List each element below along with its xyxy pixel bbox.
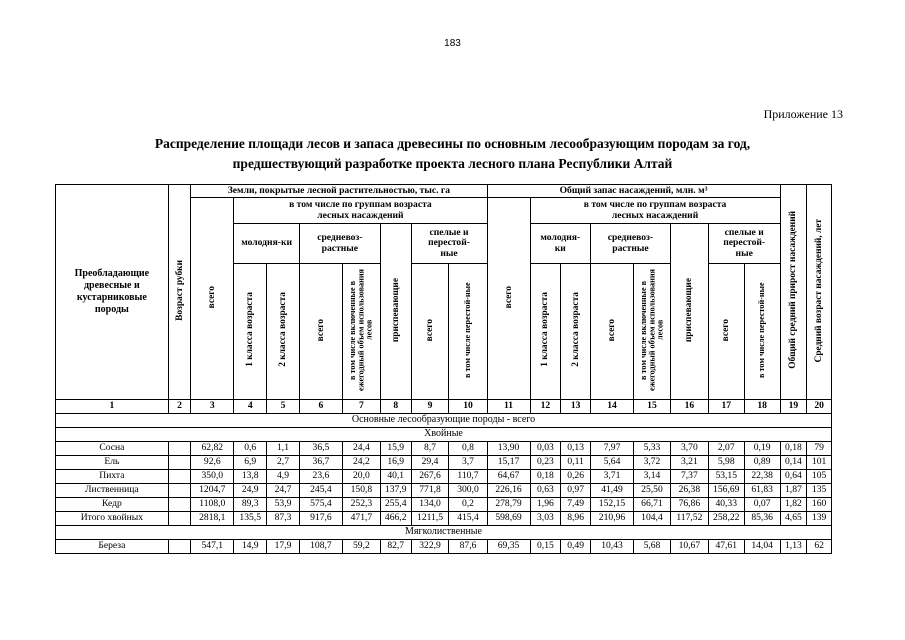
table-cell: 8,7 (411, 442, 449, 456)
section-conifer: Хвойные (56, 428, 832, 442)
table-cell: 415,4 (449, 512, 487, 526)
table-cell: 10,67 (670, 540, 708, 554)
table-cell: 267,6 (411, 470, 449, 484)
header-stock-overmature: в том числе перестой-ные (744, 264, 780, 400)
table-cell: 36,7 (299, 456, 342, 470)
table-cell: 5,68 (634, 540, 671, 554)
table-cell: 0,18 (530, 470, 561, 484)
table-cell: 53,15 (708, 470, 744, 484)
column-number: 20 (807, 400, 832, 414)
header-area-class2: 2 класса возраста (267, 264, 300, 400)
table-cell: 1108,0 (191, 498, 234, 512)
table-cell: 1204,7 (191, 484, 234, 498)
header-area-overmature: в том числе перестой-ные (449, 264, 487, 400)
table-cell: 10,43 (590, 540, 633, 554)
table-cell: 139 (807, 512, 832, 526)
table-cell: 104,4 (634, 512, 671, 526)
header-area-mature-total: всего (411, 264, 449, 400)
column-numbers (56, 400, 832, 414)
section-all: Основные лесообразующие породы - всего (56, 414, 832, 428)
table-cell: 0,2 (449, 498, 487, 512)
table-cell: 17,9 (267, 540, 300, 554)
table-row (56, 456, 832, 470)
table-cell: 0,19 (744, 442, 780, 456)
table-cell: 1,87 (780, 484, 807, 498)
header-stock-class1: 1 класса возраста (530, 264, 561, 400)
column-number: 1 (56, 400, 169, 414)
column-number: 13 (561, 400, 591, 414)
table-row (56, 540, 832, 554)
table-cell: 87,6 (449, 540, 487, 554)
table-cell: 278,79 (487, 498, 530, 512)
row-species-name: Кедр (56, 498, 169, 512)
header-stock-mature-total: всего (708, 264, 744, 400)
column-number: 6 (299, 400, 342, 414)
column-number: 10 (449, 400, 487, 414)
table-cell: 108,7 (299, 540, 342, 554)
column-number: 15 (634, 400, 671, 414)
table-cell: 466,2 (380, 512, 411, 526)
table-cell: 5,33 (634, 442, 671, 456)
table-cell: 771,8 (411, 484, 449, 498)
row-species-name: Береза (56, 540, 169, 554)
table-cell: 3,7 (449, 456, 487, 470)
table-cell: 547,1 (191, 540, 234, 554)
table-cell: 53,9 (267, 498, 300, 512)
table-row (56, 512, 832, 526)
table-cell: 8,96 (561, 512, 591, 526)
table-cell: 135,5 (234, 512, 267, 526)
table-cell: 471,7 (342, 512, 380, 526)
header-area-middle: средневоз-растные (299, 224, 380, 264)
column-number: 18 (744, 400, 780, 414)
table-cell: 29,4 (411, 456, 449, 470)
table-cell: 23,6 (299, 470, 342, 484)
table-cell: 69,35 (487, 540, 530, 554)
table-cell: 160 (807, 498, 832, 512)
header-area-middle-total: всего (299, 264, 342, 400)
table-cell: 0,8 (449, 442, 487, 456)
table-cell (168, 470, 191, 484)
column-number: 16 (670, 400, 708, 414)
header-area-included: в том числе включенные в ежегодный объем использования лесов (342, 264, 380, 400)
table-cell: 917,6 (299, 512, 342, 526)
table-cell: 62,82 (191, 442, 234, 456)
table-cell: 255,4 (380, 498, 411, 512)
table-cell: 7,49 (561, 498, 591, 512)
header-stock-included: в том числе включенные в ежегодный объем использования лесов (634, 264, 671, 400)
table-cell: 210,96 (590, 512, 633, 526)
column-number: 19 (780, 400, 807, 414)
table-cell: 24,9 (234, 484, 267, 498)
column-number: 14 (590, 400, 633, 414)
table-cell: 15,17 (487, 456, 530, 470)
header-avg-age: Средний возраст насаждений, лет (807, 185, 832, 400)
table-cell: 40,33 (708, 498, 744, 512)
table-cell: 0,15 (530, 540, 561, 554)
header-species: Преобладающие древесные и кустарниковые породы (56, 185, 169, 400)
column-number: 9 (411, 400, 449, 414)
table-cell: 0,6 (234, 442, 267, 456)
table-cell: 3,71 (590, 470, 633, 484)
table-cell: 25,50 (634, 484, 671, 498)
table-cell: 134,0 (411, 498, 449, 512)
table-cell: 0,18 (780, 442, 807, 456)
table-cell: 105 (807, 470, 832, 484)
table-cell: 0,13 (561, 442, 591, 456)
table-cell (168, 484, 191, 498)
table-cell: 137,9 (380, 484, 411, 498)
forest-table (55, 184, 832, 554)
table-cell: 6,9 (234, 456, 267, 470)
table-row (56, 484, 832, 498)
title-line-2: предшествующий разработке проекта лесного плана Республики Алтай (232, 156, 673, 171)
row-species-name: Пихта (56, 470, 169, 484)
table-cell: 300,0 (449, 484, 487, 498)
table-cell: 14,04 (744, 540, 780, 554)
table-cell: 82,7 (380, 540, 411, 554)
table-cell: 85,36 (744, 512, 780, 526)
page-number: 183 (444, 38, 461, 49)
table-cell: 4,65 (780, 512, 807, 526)
table-cell (168, 540, 191, 554)
table-cell: 87,3 (267, 512, 300, 526)
table-cell (168, 512, 191, 526)
header-cutting-age: Возраст рубки (168, 185, 191, 400)
header-stock-total: всего (487, 198, 530, 400)
table-cell: 0,97 (561, 484, 591, 498)
table-row (56, 442, 832, 456)
table-cell: 0,26 (561, 470, 591, 484)
table-cell: 156,69 (708, 484, 744, 498)
table-cell: 79 (807, 442, 832, 456)
document-title (60, 134, 845, 174)
table-cell: 152,15 (590, 498, 633, 512)
table-cell: 40,1 (380, 470, 411, 484)
row-species-name: Ель (56, 456, 169, 470)
header-avg-growth: Общий средний прирост насаждений (780, 185, 807, 400)
table-cell: 62 (807, 540, 832, 554)
table-cell: 20,0 (342, 470, 380, 484)
table-cell: 3,21 (670, 456, 708, 470)
header-area-group: Земли, покрытые лесной растительностью, тыс. га (191, 185, 487, 198)
table-row (56, 470, 832, 484)
column-number-row (56, 400, 832, 414)
column-number: 17 (708, 400, 744, 414)
table-cell: 258,22 (708, 512, 744, 526)
title-line-1: Распределение площади лесов и запаса древесины по основным лесообразующим породам за год, (154, 136, 751, 151)
table-cell: 0,03 (530, 442, 561, 456)
table-row (56, 498, 832, 512)
table-cell: 0,89 (744, 456, 780, 470)
table-cell: 41,49 (590, 484, 633, 498)
table-cell: 47,61 (708, 540, 744, 554)
table-cell: 61,83 (744, 484, 780, 498)
table-cell: 89,3 (234, 498, 267, 512)
row-species-name: Лиственница (56, 484, 169, 498)
table-cell: 59,2 (342, 540, 380, 554)
table-cell: 3,03 (530, 512, 561, 526)
table-cell: 575,4 (299, 498, 342, 512)
table-cell: 2,7 (267, 456, 300, 470)
table-cell: 110,7 (449, 470, 487, 484)
row-species-name: Сосна (56, 442, 169, 456)
table-cell: 226,16 (487, 484, 530, 498)
table-cell: 350,0 (191, 470, 234, 484)
table-cell: 0,49 (561, 540, 591, 554)
table-cell: 2818,1 (191, 512, 234, 526)
table-cell: 1,96 (530, 498, 561, 512)
table-cell: 4,9 (267, 470, 300, 484)
column-number: 2 (168, 400, 191, 414)
table-cell: 0,11 (561, 456, 591, 470)
table-cell: 322,9 (411, 540, 449, 554)
header-stock-group: Общий запас насаждений, млн. м³ (487, 185, 780, 198)
table-cell: 3,70 (670, 442, 708, 456)
header-area-mature: спелые и перестой-ные (411, 224, 487, 264)
header-stock-ripening: приспевающие (670, 224, 708, 400)
section-deciduous: Мягколиственные (56, 526, 832, 540)
table-cell: 24,2 (342, 456, 380, 470)
header-stock-middle-total: всего (590, 264, 633, 400)
table-cell: 36,5 (299, 442, 342, 456)
table-cell: 26,38 (670, 484, 708, 498)
table-cell: 13,8 (234, 470, 267, 484)
table-cell: 1,13 (780, 540, 807, 554)
table-cell: 117,52 (670, 512, 708, 526)
table-cell: 92,6 (191, 456, 234, 470)
table-cell: 3,72 (634, 456, 671, 470)
table-cell: 5,98 (708, 456, 744, 470)
table-cell: 24,7 (267, 484, 300, 498)
table-cell: 245,4 (299, 484, 342, 498)
table-cell: 16,9 (380, 456, 411, 470)
table-cell: 3,14 (634, 470, 671, 484)
table-cell: 2,07 (708, 442, 744, 456)
header-area-ripening: приспевающие (380, 224, 411, 400)
table-cell: 5,64 (590, 456, 633, 470)
column-number: 11 (487, 400, 530, 414)
table-cell: 24,4 (342, 442, 380, 456)
table-cell: 1211,5 (411, 512, 449, 526)
table-cell: 101 (807, 456, 832, 470)
table-cell: 135 (807, 484, 832, 498)
table-cell (168, 498, 191, 512)
column-number: 3 (191, 400, 234, 414)
column-number: 5 (267, 400, 300, 414)
header-stock-middle: средневоз-растные (590, 224, 670, 264)
column-number: 4 (234, 400, 267, 414)
table-cell (168, 456, 191, 470)
table-cell: 150,8 (342, 484, 380, 498)
table-cell: 252,3 (342, 498, 380, 512)
header-stock-class2: 2 класса возраста (561, 264, 591, 400)
table-cell: 598,69 (487, 512, 530, 526)
appendix-label: Приложение 13 (763, 107, 843, 121)
column-number: 8 (380, 400, 411, 414)
table-cell: 13,90 (487, 442, 530, 456)
table-cell: 7,97 (590, 442, 633, 456)
table-cell (168, 442, 191, 456)
header-area-class1: 1 класса возраста (234, 264, 267, 400)
table-cell: 14,9 (234, 540, 267, 554)
table-cell: 0,63 (530, 484, 561, 498)
header-area-young: молодня-ки (234, 224, 300, 264)
column-number: 7 (342, 400, 380, 414)
row-species-name: Итого хвойных (56, 512, 169, 526)
table-cell: 76,86 (670, 498, 708, 512)
table-cell: 64,67 (487, 470, 530, 484)
table-cell: 7,37 (670, 470, 708, 484)
header-area-by-age: в том числе по группам возраста лесных насаждений (234, 198, 487, 224)
conifer-rows (56, 442, 832, 526)
table-cell: 0,14 (780, 456, 807, 470)
table-cell: 0,07 (744, 498, 780, 512)
table-cell: 66,71 (634, 498, 671, 512)
header-stock-mature: спелые и перестой-ные (708, 224, 780, 264)
column-number: 12 (530, 400, 561, 414)
deciduous-rows (56, 540, 832, 554)
header-area-total: всего (191, 198, 234, 400)
header-stock-by-age: в том числе по группам возраста лесных насаждений (530, 198, 780, 224)
table-cell: 0,23 (530, 456, 561, 470)
table-cell: 0,64 (780, 470, 807, 484)
table-cell: 1,1 (267, 442, 300, 456)
table-cell: 1,82 (780, 498, 807, 512)
table-cell: 15,9 (380, 442, 411, 456)
header-stock-young: молодня-ки (530, 224, 590, 264)
table-cell: 22,38 (744, 470, 780, 484)
